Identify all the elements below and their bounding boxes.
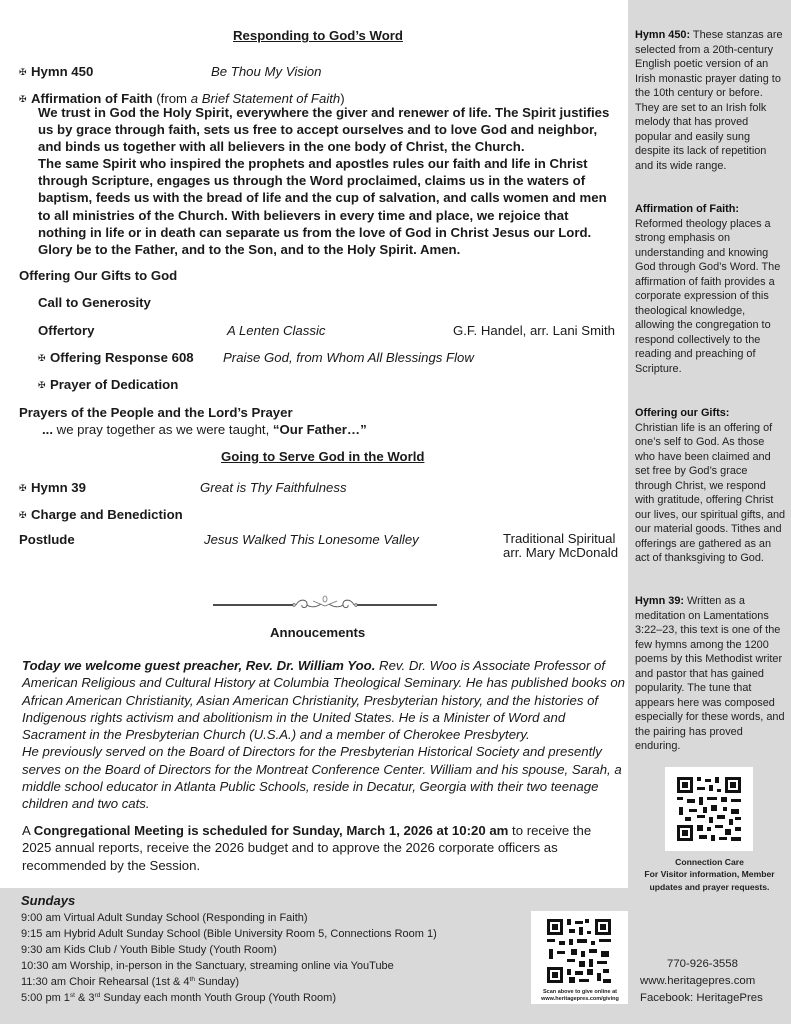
meeting-date: Congregational Meeting is scheduled for Sunday, March 1, 2026 at 10:20 am xyxy=(33,823,509,838)
meeting-prefix: A xyxy=(22,823,34,838)
postlude-label: Postlude xyxy=(19,532,75,547)
note-text: Christian life is an offering of one’s self to God. As those who have been claimed and set free by God’s grace through Christ, we respond with gratitude, offering Christ our lives, our spiritual gifts, and our material goods. Tithes and offerings are gathered as an act of thanksgiving to God. xyxy=(635,421,786,564)
note-offering xyxy=(635,406,787,566)
charge-benediction-row xyxy=(19,507,183,522)
caption-line: Scan above to give online at xyxy=(543,989,617,995)
offering-response-label: Offering Response 608 xyxy=(50,350,194,365)
ornamental-divider xyxy=(213,594,437,612)
church-facebook-link[interactable]: Facebook: HeritagePres xyxy=(640,992,763,1004)
ordinal-suffix: th xyxy=(189,976,195,983)
schedule-item xyxy=(21,992,336,1004)
guest-preacher-intro: Today we welcome guest preacher, Rev. Dr. William Yoo. xyxy=(22,658,376,673)
online-giving-caption xyxy=(532,989,628,1003)
prayers-ellipsis: ... xyxy=(42,422,53,437)
postlude-composer-line: arr. Mary McDonald xyxy=(503,545,619,560)
affirmation-line: The same Spirit who inspired the prophets and apostles rules our faith and life in Christ xyxy=(38,156,588,172)
offertory-composer: G.F. Handel, arr. Lani Smith xyxy=(453,323,615,338)
note-heading: Affirmation of Faith: xyxy=(635,203,740,215)
schedule-item: 9:15 am Hybrid Adult Sunday School (Bible University Room 5, Connections Room 1) xyxy=(21,928,437,940)
affirmation-line: and binds us together with all believers in the one body of Christ, the Church. xyxy=(38,139,525,155)
church-website-link[interactable]: www.heritagepres.com xyxy=(640,975,756,987)
caption-line: Connection Care xyxy=(675,857,744,867)
connection-care-caption xyxy=(632,856,787,893)
cross-icon: ✠ xyxy=(38,353,46,363)
hymn-39-label: Hymn 39 xyxy=(31,480,86,495)
prayer-of-dedication-row xyxy=(38,377,178,392)
postlude-title: Jesus Walked This Lonesome Valley xyxy=(204,532,419,547)
ordinal-suffix: st xyxy=(69,992,75,999)
prayer-of-dedication-label: Prayer of Dedication xyxy=(50,377,179,392)
caption-line: For Visitor information, Member xyxy=(644,869,775,880)
cross-icon: ✠ xyxy=(19,483,27,493)
affirmation-line: nothing in life or in death can separate us from the love of God in Christ Jesus our Lord. xyxy=(38,224,592,240)
note-text: Written as a meditation on Lamentations 3:22–23, this text is one of the few hymns among the 1200 poems by this Methodist writer and pastor that has gained popularity. The tune that appears here was composed especially for these words, and the pairing has proved enduring. xyxy=(635,595,785,752)
affirmation-source: a Brief Statement of Faith xyxy=(190,91,341,106)
sundays-heading: Sundays xyxy=(21,893,76,908)
guest-preacher-paragraph xyxy=(22,657,630,813)
schedule-text: Sunday) xyxy=(194,976,239,988)
affirmation-source-open: (from xyxy=(152,91,191,106)
note-heading: Hymn 39: xyxy=(635,595,685,607)
postlude-composer-line: Traditional Spiritual xyxy=(503,531,616,546)
note-text: Reformed theology places a strong emphasis on understanding and knowing God through God’s Word. The affirmation of faith provides a corporate expression of this theological knowledge, allowing the congregation to respond collectively to the reading and preaching of Scripture. xyxy=(635,217,781,375)
hymn-39-row xyxy=(19,480,86,495)
affirmation-line: Glory be to the Father, and to the Son, and to the Holy Spirit. Amen. xyxy=(38,241,461,257)
guest-preacher-bio-2: He previously served on the Board of Directors for the Presbyterian Historical Society and presently serves on the Board of Directors for the Montreat Conference Center. William and his spouse, Sarah, a middle school educator in Atlanta Public Schools, reside in Decatur, Georgia with their two teenage children and two cats. xyxy=(22,744,622,812)
announcements-title: Annoucements xyxy=(270,625,366,640)
hymn-450-row xyxy=(19,64,93,79)
cross-icon: ✠ xyxy=(19,94,27,104)
note-hymn-39 xyxy=(635,594,787,754)
cross-icon: ✠ xyxy=(38,380,46,390)
connection-care-qr-code[interactable] xyxy=(665,767,753,851)
hymn-450-title: Be Thou My Vision xyxy=(211,64,322,79)
congregational-meeting-paragraph xyxy=(22,822,622,874)
offering-title: Offering Our Gifts to God xyxy=(19,268,178,283)
note-hymn-450 xyxy=(635,28,787,173)
schedule-item: 9:00 am Virtual Adult Sunday School (Responding in Faith) xyxy=(21,912,308,924)
schedule-item xyxy=(21,976,239,988)
caption-line: updates and prayer requests. xyxy=(649,881,770,892)
prayers-text: we pray together as we were taught, xyxy=(53,422,273,437)
note-affirmation xyxy=(635,202,787,376)
ordinal-suffix: rd xyxy=(94,992,101,999)
note-text: These stanzas are selected from a 20th-century English poetic version of an Irish monastic prayer dating to the 10th century or before. They are set to an Irish folk melody that has proved popular and easily sung despite its lack of repetition and its wide range. xyxy=(635,29,783,172)
hymn-450-label: Hymn 450 xyxy=(31,64,94,79)
flourish-icon xyxy=(213,594,437,612)
call-to-generosity: Call to Generosity xyxy=(38,295,151,310)
schedule-text: Sunday each month Youth Group (Youth Room) xyxy=(100,992,336,1004)
church-phone[interactable]: 770-926-3558 xyxy=(667,958,738,970)
postlude-composer xyxy=(503,532,618,560)
offering-response-title: Praise God, from Whom All Blessings Flow xyxy=(223,350,474,365)
affirmation-source-close: ) xyxy=(340,91,345,106)
affirmation-text xyxy=(38,104,628,258)
affirmation-line: baptism, feeds us with the bread of life and the cup of salvation, and calls women and men xyxy=(38,190,607,206)
section-title-going: Going to Serve God in the World xyxy=(221,449,425,464)
schedule-item: 10:30 am Worship, in-person in the Sanctuary, streaming online via YouTube xyxy=(21,960,394,972)
hymn-39-title: Great is Thy Faithfulness xyxy=(200,480,347,495)
affirmation-line: to all ministries of the Church. With believers in every time and place, we rejoice that xyxy=(38,207,569,223)
schedule-text: & 3 xyxy=(74,992,95,1004)
cross-icon: ✠ xyxy=(19,67,27,77)
note-heading: Hymn 450: xyxy=(635,29,691,41)
meeting-details: to receive the 2025 annual reports, receive the 2026 budget and to approve the 2026 corporate officers as recommended by the Session. xyxy=(22,823,592,873)
guest-preacher-bio: Rev. Dr. Woo is Associate Professor of American Religious and Cultural History at Columbia Theological Seminary. He has published books on African American Christianity, Asian American Christianity, Presbyterian history, and the histories of Indigenous rights activism and abolitionism in the United States. He is a Minister of Word and Sacrament in the Presbyterian Church (U.S.A.) and a member of Cherokee Presbytery. xyxy=(22,658,626,743)
affirmation-line: through Scripture, engages us through the Word proclaimed, claims us in the waters of xyxy=(38,173,586,189)
prayers-line xyxy=(42,422,367,437)
offertory-label: Offertory xyxy=(38,323,95,338)
offertory-title: A Lenten Classic xyxy=(227,323,326,338)
schedule-text: 5:00 pm 1 xyxy=(21,992,70,1004)
qr-code-icon xyxy=(531,911,628,989)
qr-code-icon xyxy=(665,767,753,851)
lords-prayer-quote: “Our Father…” xyxy=(272,422,367,437)
affirmation-line: We trust in God the Holy Spirit, everywhere the giver and renewer of life. The Spirit justifies xyxy=(38,105,610,120)
offering-response-row xyxy=(38,350,194,365)
cross-icon: ✠ xyxy=(19,510,27,520)
schedule-item: 9:30 am Kids Club / Youth Bible Study (Youth Room) xyxy=(21,944,277,956)
schedule-text: 11:30 am Choir Rehearsal (1st & 4 xyxy=(21,976,190,988)
section-title-responding: Responding to God’s Word xyxy=(233,28,403,43)
prayers-title: Prayers of the People and the Lord’s Prayer xyxy=(19,405,293,420)
charge-benediction-label: Charge and Benediction xyxy=(31,507,183,522)
note-heading: Offering our Gifts: xyxy=(635,407,730,419)
affirmation-label: Affirmation of Faith xyxy=(31,91,153,106)
caption-line: www.heritagepres.com/giving xyxy=(541,996,619,1002)
affirmation-line: us by grace through faith, sets us free to accept ourselves and to love God and neighbor, xyxy=(38,122,598,138)
